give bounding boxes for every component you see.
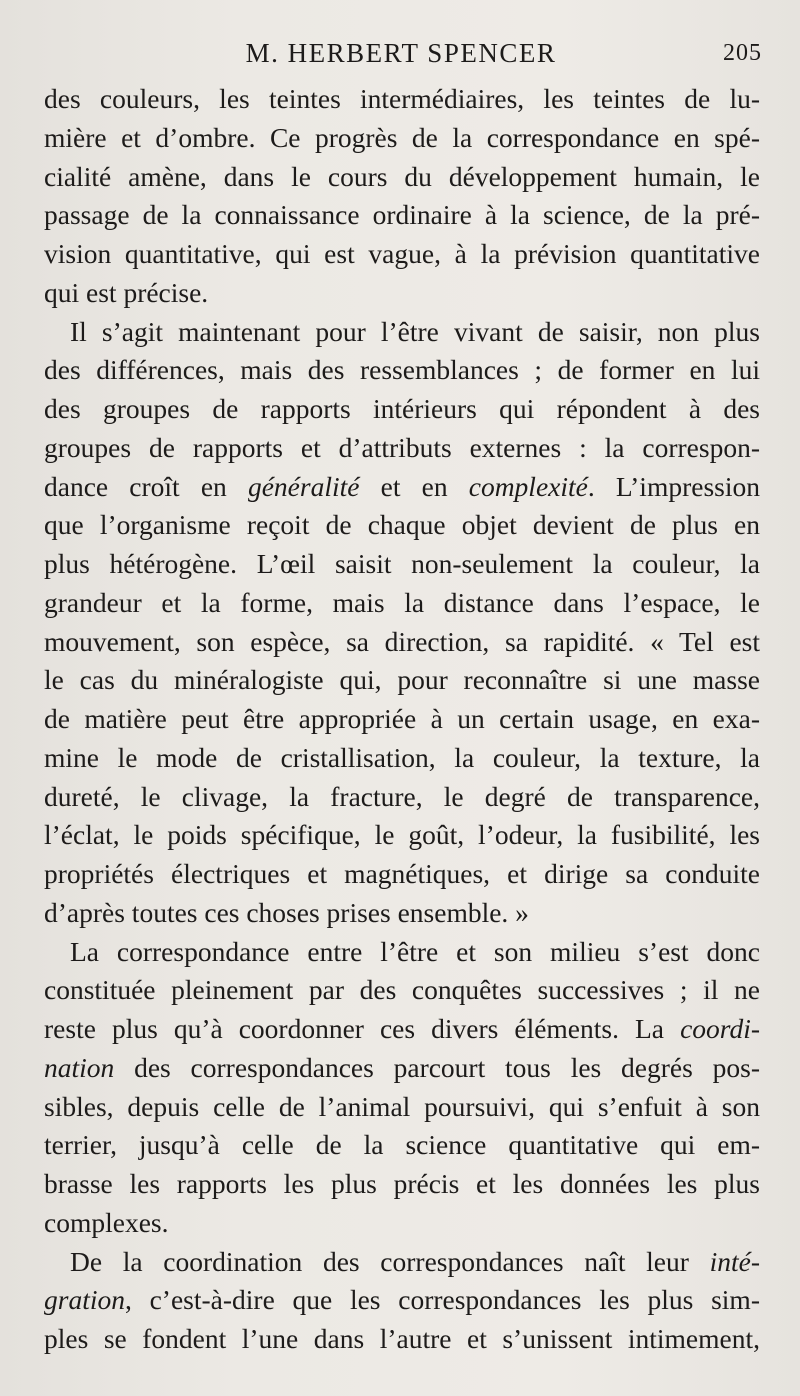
running-title: M. HERBERT SPENCER [245,38,557,68]
text-run: . L’impression [587,470,760,502]
text-line: complexes. [44,1206,169,1238]
text-line: de matière peut être appropriée à un certain usage, en exa- [44,703,760,734]
text-line: mine le mode de cristallisation, la couleur, la texture, la [44,741,760,773]
text-line: passage de la connaissance ordinaire à la science, de la pré- [44,199,760,231]
text-line [44,1281,760,1320]
text-line: cialité amène, dans le cours du développement humain, le [44,160,760,192]
text-line: qui est précise. [44,276,209,308]
text-line [44,468,760,507]
italic-term: complexité [468,470,588,502]
text-line: La correspondance entre l’être et son milieu s’est donc [70,935,760,967]
text-run: , c’est-à-dire que les correspondances les plus sim- [124,1284,760,1316]
text-line: terrier, jusqu’à celle de la science quantitative qui em- [44,1129,760,1161]
text-line: groupes de rapports et d’attributs externes : la correspon- [44,431,760,463]
text-line: dureté, le clivage, la fracture, le degré de transparence, [44,780,760,812]
text-line: propriétés électriques et magnétiques, et dirige sa conduite [44,858,760,889]
text-line: constituée pleinement par des conquêtes successives ; il ne [44,974,760,1006]
italic-term: nation [44,1051,115,1083]
text-run: dance croît en [44,470,248,502]
text-run: des correspondances parcourt tous les degrés pos- [114,1051,760,1083]
text-line [44,1010,760,1049]
page-number: 205 [723,40,762,66]
text-line [44,1049,760,1088]
text-line: mière et d’ombre. Ce progrès de la correspondance en spé- [44,121,760,153]
text-line: que l’organisme reçoit de chaque objet devient de plus en [44,509,760,541]
text-line: des différences, mais des ressemblances ; de former en lui [44,354,760,386]
text-line: le cas du minéralogiste qui, pour reconnaître si une masse [44,664,760,696]
text-line: mouvement, son espèce, sa direction, sa rapidité. « Tel est [44,625,760,657]
italic-term: coordi- [680,1013,760,1044]
text-line: l’éclat, le poids spécifique, le goût, l’odeur, la fusibilité, les [44,819,760,851]
text-line: ples se fondent l’une dans l’autre et s’unissent intimement, [44,1323,760,1354]
italic-term: inté- [709,1245,760,1277]
text-line: plus hétérogène. L’œil saisit non-seulement la couleur, la [44,548,760,579]
text-line: des couleurs, les teintes intermédiaires, les teintes de lu- [44,83,760,114]
text-line: Il s’agit maintenant pour l’être vivant de saisir, non plus [70,315,760,347]
text-line: grandeur et la forme, mais la distance dans l’espace, le [44,586,760,618]
italic-term: généralité [247,470,360,502]
text-line: des groupes de rapports intérieurs qui répondent à des [44,393,760,424]
italic-term: gration [44,1284,125,1316]
text-line: brasse les rapports les plus précis et les données les plus [44,1168,760,1199]
text-line: vision quantitative, qui est vague, à la prévision quantitative [44,238,760,269]
page-header [40,38,762,72]
text-line [44,1243,760,1282]
body-text [44,80,760,1359]
text-run: et en [359,470,469,502]
text-line: d’après toutes ces choses prises ensemble. » [44,896,529,928]
text-line: sibles, depuis celle de l’animal poursuivi, qui s’enfuit à son [44,1090,760,1122]
text-run: De la coordination des correspondances naît leur [70,1245,710,1277]
text-run: reste plus qu’à coordonner ces divers éléments. La [44,1013,681,1044]
